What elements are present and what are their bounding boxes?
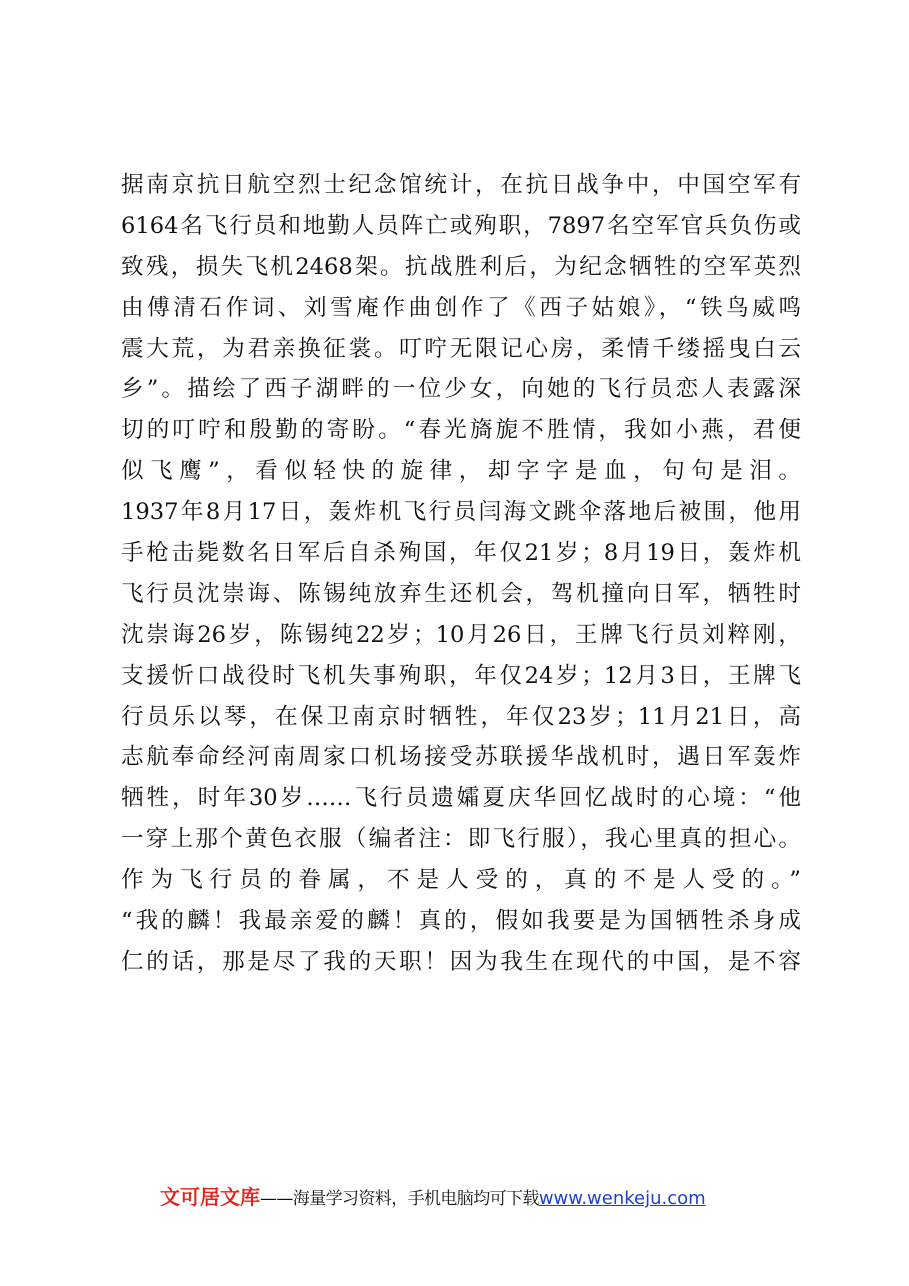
page-footer [160,1183,780,1211]
text-line: 手枪击毙数名日军后自杀殉国，年仅21岁；8月19日，轰炸机 [121,540,801,567]
text-line: 支援忻口战役时飞机失事殉职，年仅24岁；12月3日，王牌飞 [121,662,801,689]
footer-tagline: ——海量学习资料，手机电脑均可下载 [260,1189,539,1209]
text-line: 震大荒，为君亲换征裳。叮咛无限记心房，柔情千缕摇曳白云 [121,335,801,362]
text-line: 一穿上那个黄色衣服（编者注：即飞行服），我心里真的担心。 [121,826,801,853]
text-line: 似飞鹰”，看似轻快的旋律，却字字是血，句句是泪。 [121,458,801,485]
text-line: 切的叮咛和殷勤的寄盼。“春光旖旎不胜情，我如小燕，君便 [121,417,801,444]
article-body [121,165,801,983]
text-line: 6164名飞行员和地勤人员阵亡或殉职，7897名空军官兵负伤或 [121,212,801,239]
text-line: 牺牲，时年30岁……飞行员遗孀夏庆华回忆战时的心境：“他 [121,785,801,812]
text-line: 1937年8月17日，轰炸机飞行员闫海文跳伞落地后被围，他用 [121,499,801,526]
footer-brand: 文可居文库 [160,1185,260,1209]
text-line: “我的麟！我最亲爱的麟！真的，假如我要是为国牺牲杀身成 [121,908,801,935]
text-line: 据南京抗日航空烈士纪念馆统计，在抗日战争中，中国空军有 [121,172,801,198]
text-line: 由傅清石作词、刘雪庵作曲创作了《西子姑娘》，“铁鸟威鸣 [121,294,801,321]
text-line: 乡”。描绘了西子湖畔的一位少女，向她的飞行员恋人表露深 [121,376,801,403]
text-line: 行员乐以琴，在保卫南京时牺牲，年仅23岁；11月21日，高 [121,703,801,730]
text-line: 飞行员沈崇诲、陈锡纯放弃生还机会，驾机撞向日军，牺牲时 [121,580,801,607]
text-line: 致残，损失飞机2468架。抗战胜利后，为纪念牺牲的空军英烈 [121,253,801,280]
text-line: 志航奉命经河南周家口机场接受苏联援华战机时，遇日军轰炸 [121,744,801,771]
text-line: 沈崇诲26岁，陈锡纯22岁；10月26日，王牌飞行员刘粹刚， [121,621,801,648]
text-line: 仁的话，那是尽了我的天职！因为我生在现代的中国，是不容 [121,948,801,975]
text-line: 作为飞行员的眷属，不是人受的，真的不是人受的。” [121,867,801,894]
footer-url-link[interactable]: www.wenkeju.com [538,1188,706,1209]
